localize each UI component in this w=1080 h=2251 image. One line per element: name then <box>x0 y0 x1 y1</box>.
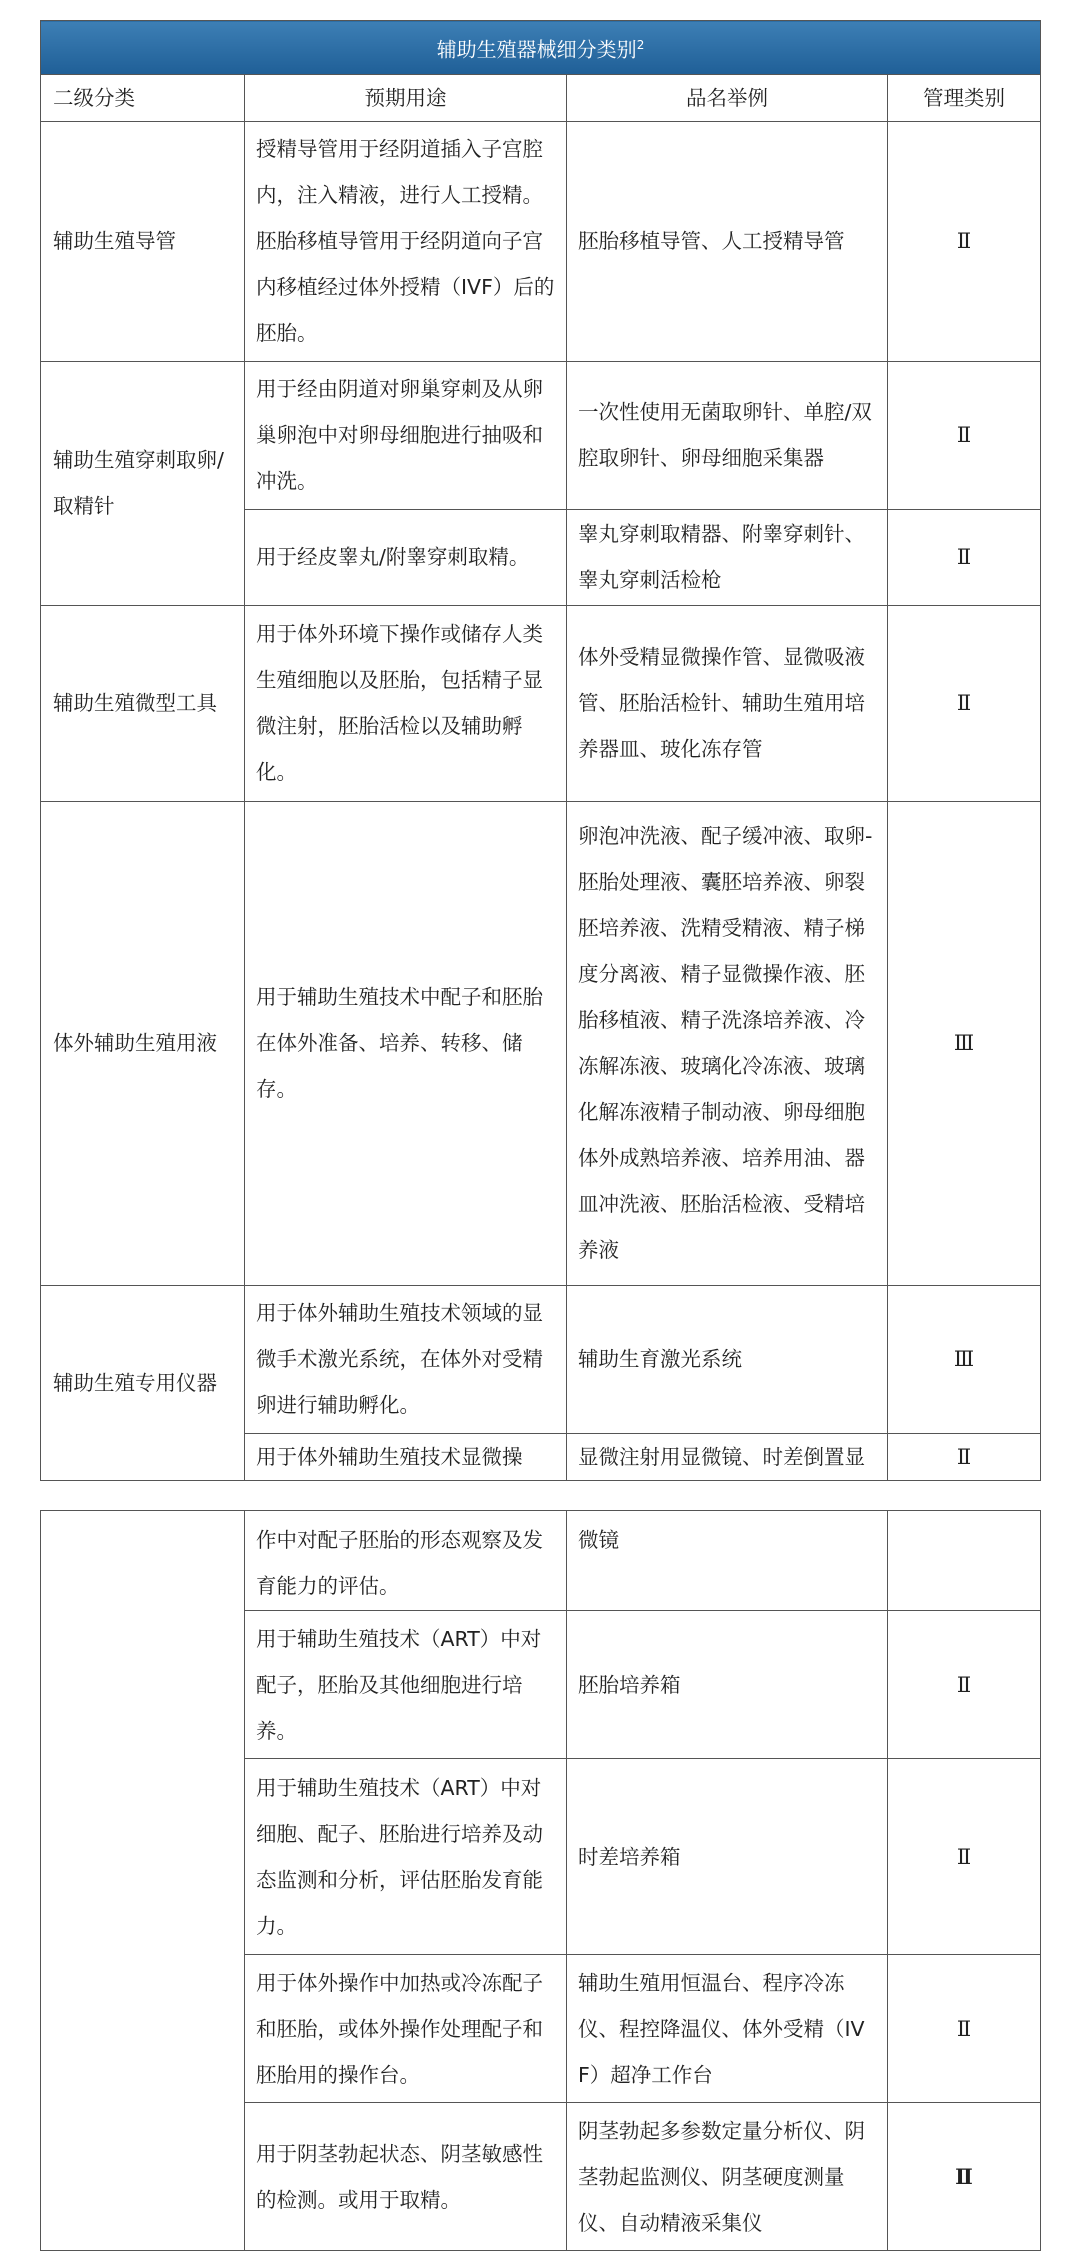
title-footnote-mark: 2 <box>636 38 645 52</box>
use-cell: 用于辅助生殖技术（ART）中对配子，胚胎及其他细胞进行培养。 <box>245 1611 567 1759</box>
examples-cell: 阴茎勃起多参数定量分析仪、阴茎勃起监测仪、阴茎硬度测量仪、自动精液采集仪 <box>567 2103 888 2251</box>
examples-cell: 辅助生殖用恒温台、程序冷冻仪、程控降温仪、体外受精（IVF）超净工作台 <box>567 1955 888 2103</box>
examples-cell: 胚胎移植导管、人工授精导管 <box>567 121 888 361</box>
examples-cell: 体外受精显微操作管、显微吸液管、胚胎活检针、辅助生殖用培养器皿、玻化冻存管 <box>567 605 888 801</box>
class-cell: Ⅱ <box>888 361 1041 509</box>
class-cell: Ⅱ <box>888 1759 1041 1955</box>
header-examples: 品名举例 <box>567 74 888 121</box>
table-row <box>41 801 1041 1285</box>
category-cell-empty <box>41 1511 245 2251</box>
table-row <box>41 121 1041 361</box>
examples-cell: 时差培养箱 <box>567 1759 888 1955</box>
category-cell: 辅助生殖导管 <box>41 121 245 361</box>
use-cell: 用于辅助生殖技术（ART）中对细胞、配子、胚胎进行培养及动态监测和分析，评估胚胎发育能力。 <box>245 1759 567 1955</box>
use-cell: 用于阴茎勃起状态、阴茎敏感性的检测。或用于取精。 <box>245 2103 567 2251</box>
class-cell: Ⅱ <box>888 509 1041 605</box>
category-cell: 体外辅助生殖用液 <box>41 801 245 1285</box>
class-cell: Ⅱ <box>888 2103 1041 2251</box>
class-cell: Ⅲ <box>888 801 1041 1285</box>
category-cell: 辅助生殖微型工具 <box>41 605 245 801</box>
class-cell: Ⅲ <box>888 1285 1041 1433</box>
examples-cell: 微镜 <box>567 1511 888 1611</box>
header-use: 预期用途 <box>245 74 567 121</box>
table-row <box>41 361 1041 509</box>
examples-cell: 一次性使用无菌取卵针、单腔/双腔取卵针、卵母细胞采集器 <box>567 361 888 509</box>
use-cell: 授精导管用于经阴道插入子宫腔内，注入精液，进行人工授精。胚胎移植导管用于经阴道向子宫内移植经过体外授精（IVF）后的胚胎。 <box>245 121 567 361</box>
use-cell: 用于体外操作中加热或冷冻配子和胚胎，或体外操作处理配子和胚胎用的操作台。 <box>245 1955 567 2103</box>
category-cell: 辅助生殖穿刺取卵/取精针 <box>41 361 245 605</box>
class-cell: Ⅱ <box>888 1611 1041 1759</box>
table-row <box>41 605 1041 801</box>
use-cell: 用于体外辅助生殖技术显微操 <box>245 1433 567 1480</box>
examples-cell: 胚胎培养箱 <box>567 1611 888 1759</box>
examples-cell: 辅助生育激光系统 <box>567 1285 888 1433</box>
use-cell: 用于体外辅助生殖技术领域的显微手术激光系统，在体外对受精卵进行辅助孵化。 <box>245 1285 567 1433</box>
class-cell: Ⅱ <box>888 1955 1041 2103</box>
use-cell: 作中对配子胚胎的形态观察及发育能力的评估。 <box>245 1511 567 1611</box>
table-title-text: 辅助生殖器械细分类别 <box>436 37 637 62</box>
device-table-part2 <box>40 1510 1041 2251</box>
category-cell: 辅助生殖专用仪器 <box>41 1285 245 1480</box>
examples-cell: 显微注射用显微镜、时差倒置显 <box>567 1433 888 1480</box>
table-row <box>41 1511 1041 1611</box>
header-category: 二级分类 <box>41 74 245 121</box>
examples-cell: 卵泡冲洗液、配子缓冲液、取卵-胚胎处理液、囊胚培养液、卵裂胚培养液、洗精受精液、精子梯度分离液、精子显微操作液、胚胎移植液、精子洗涤培养液、冷冻解冻液、玻璃化冷冻液、玻璃化解冻液精子制动液、卵母细胞体外成熟培养液、培养用油、器皿冲洗液、胚胎活检液、受精培养液 <box>567 801 888 1285</box>
use-cell: 用于体外环境下操作或储存人类生殖细胞以及胚胎，包括精子显微注射，胚胎活检以及辅助孵化。 <box>245 605 567 801</box>
device-table-part1 <box>40 20 1041 1481</box>
use-cell: 用于经皮睾丸/附睾穿刺取精。 <box>245 509 567 605</box>
table-title <box>41 21 1041 75</box>
class-cell: Ⅱ <box>888 121 1041 361</box>
examples-cell: 睾丸穿刺取精器、附睾穿刺针、睾丸穿刺活检枪 <box>567 509 888 605</box>
class-cell <box>888 1511 1041 1611</box>
table-row <box>41 1285 1041 1433</box>
use-cell: 用于辅助生殖技术中配子和胚胎在体外准备、培养、转移、储存。 <box>245 801 567 1285</box>
header-class: 管理类别 <box>888 74 1041 121</box>
class-cell: Ⅱ <box>888 1433 1041 1480</box>
class-cell: Ⅱ <box>888 605 1041 801</box>
use-cell: 用于经由阴道对卵巢穿刺及从卵巢卵泡中对卵母细胞进行抽吸和冲洗。 <box>245 361 567 509</box>
header-row <box>41 74 1041 121</box>
